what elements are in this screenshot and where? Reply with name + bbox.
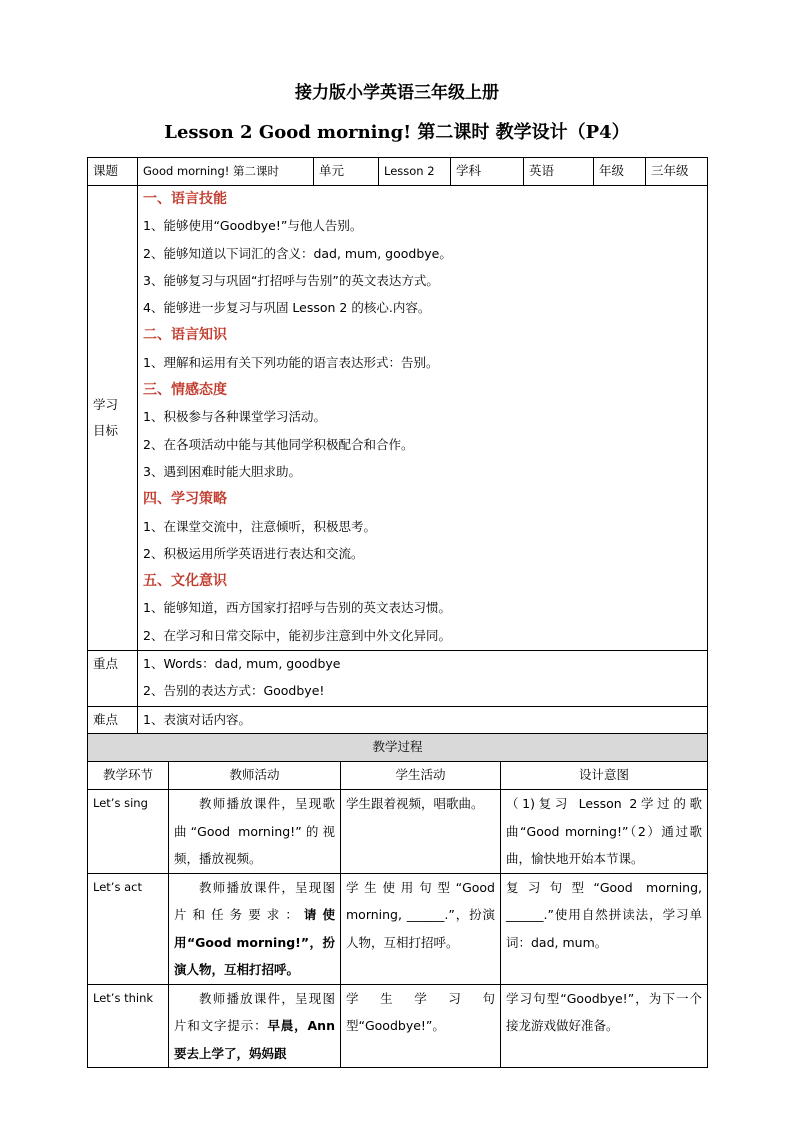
design-intent: 学习句型“Goodbye!”，为下一个接龙游戏做好准备。	[501, 984, 708, 1068]
step-cell: Let’s think	[88, 984, 169, 1068]
lesson-info-table	[87, 157, 708, 735]
objective-item: 1、能够使用“Goodbye!”与他人告别。	[143, 218, 363, 234]
subject-label: 学科	[451, 158, 524, 186]
objectives-label-line2: 目标	[93, 423, 119, 439]
teaching-process-table	[87, 733, 708, 1068]
process-header-row	[88, 762, 708, 790]
difficulties-label: 难点	[88, 706, 138, 734]
step-cell: Let’s sing	[88, 790, 169, 874]
grade-value: 三年级	[646, 158, 708, 186]
objective-item: 1、积极参与各种课堂学习活动。	[143, 409, 326, 425]
objectives-content	[138, 186, 708, 651]
section-title: 三、情感态度	[143, 382, 227, 399]
objective-item: 1、能够知道，西方国家打招呼与告别的英文表达习惯。	[143, 600, 451, 616]
design-intent: （1)复习 Lesson 2学过的歌曲“Good morning!”（2）通过歌曲，愉快地开始本节课。	[501, 790, 708, 874]
section-title: 二、语言知识	[143, 327, 227, 344]
objective-item: 4、能够进一步复习与巩固 Lesson 2 的核心.内容。	[143, 300, 431, 316]
section-title: 一、语言技能	[143, 191, 227, 207]
unit-label: 单元	[314, 158, 379, 186]
col-teacher-header: 教师活动	[169, 762, 341, 790]
header-row	[88, 158, 708, 186]
objective-item: 2、积极运用所学英语进行表达和交流。	[143, 545, 364, 561]
difficulties-content: 1、表演对话内容。	[138, 706, 708, 734]
teacher-activity	[169, 984, 341, 1068]
teacher-text: 教师播放课件，呈现图片和任务要求：	[174, 879, 335, 922]
objectives-row	[88, 186, 708, 651]
difficulties-row	[88, 706, 708, 734]
process-row-think	[88, 984, 708, 1068]
unit-value: Lesson 2	[379, 158, 451, 186]
process-row-act	[88, 873, 708, 984]
student-activity: 学生学习句型“Goodbye!”。	[341, 984, 501, 1068]
key-point-item: 2、告别的表达方式：Goodbye!	[143, 683, 325, 699]
col-student-header: 学生活动	[341, 762, 501, 790]
design-intent: 复习句型“Good morning, ______.”使用自然拼读法，学习单词：dad, mum。	[501, 873, 708, 984]
col-step-header: 教学环节	[88, 762, 169, 790]
objective-item: 1、理解和运用有关下列功能的语言表达形式：告别。	[143, 354, 439, 370]
key-point-item: 1、Words：dad, mum, goodbye	[143, 656, 341, 672]
teacher-activity: 教师播放课件，呈现歌曲“Good morning!”的视频，播放视频。	[169, 790, 341, 874]
subject-value: 英语	[524, 158, 594, 186]
objectives-label-line1: 学习	[93, 397, 119, 413]
section-title: 四、学习策略	[143, 491, 227, 508]
document-subtitle: Lesson 2 Good morning! 第二课时 教学设计（P4）	[164, 122, 630, 143]
student-activity: 学生使用句型“Good morning, ______.”，扮演人物，互相打招呼。	[341, 873, 501, 984]
objective-item: 2、能够知道以下词汇的含义：dad, mum, goodbye。	[143, 245, 452, 261]
teacher-task: 请使用“Good morning!”，扮演人物，互相打招呼。	[174, 907, 335, 977]
document-title: 接力版小学英语三年级上册	[295, 83, 499, 103]
key-points-row	[88, 651, 708, 707]
teacher-activity	[169, 873, 341, 984]
teacher-text: 教师播放课件，呈现图片和文字提示：	[174, 990, 335, 1033]
objective-item: 1、在课堂交流中，注意倾听，积极思考。	[143, 518, 376, 534]
teacher-prompt: 早晨，Ann 要去上学了，妈妈跟	[174, 1018, 335, 1061]
col-intent-header: 设计意图	[501, 762, 708, 790]
key-points-content	[138, 651, 708, 707]
key-points-label: 重点	[88, 651, 138, 707]
student-activity: 学生跟着视频，唱歌曲。	[341, 790, 501, 874]
objective-item: 3、能够复习与巩固“打招呼与告别”的英文表达方式。	[143, 272, 439, 288]
topic-value: Good morning! 第二课时	[138, 158, 314, 186]
section-title: 五、文化意识	[143, 573, 227, 590]
topic-label: 课题	[88, 158, 138, 186]
step-cell: Let’s act	[88, 873, 169, 984]
objective-item: 2、在学习和日常交际中，能初步注意到中外文化异同。	[143, 627, 451, 643]
process-row-sing	[88, 790, 708, 874]
objectives-label	[88, 186, 138, 651]
objective-item: 2、在各项活动中能与其他同学积极配合和合作。	[143, 436, 414, 452]
grade-label: 年级	[594, 158, 646, 186]
objective-item: 3、遇到困难时能大胆求助。	[143, 463, 301, 479]
process-title-row	[88, 734, 708, 762]
process-title: 教学过程	[88, 734, 708, 762]
